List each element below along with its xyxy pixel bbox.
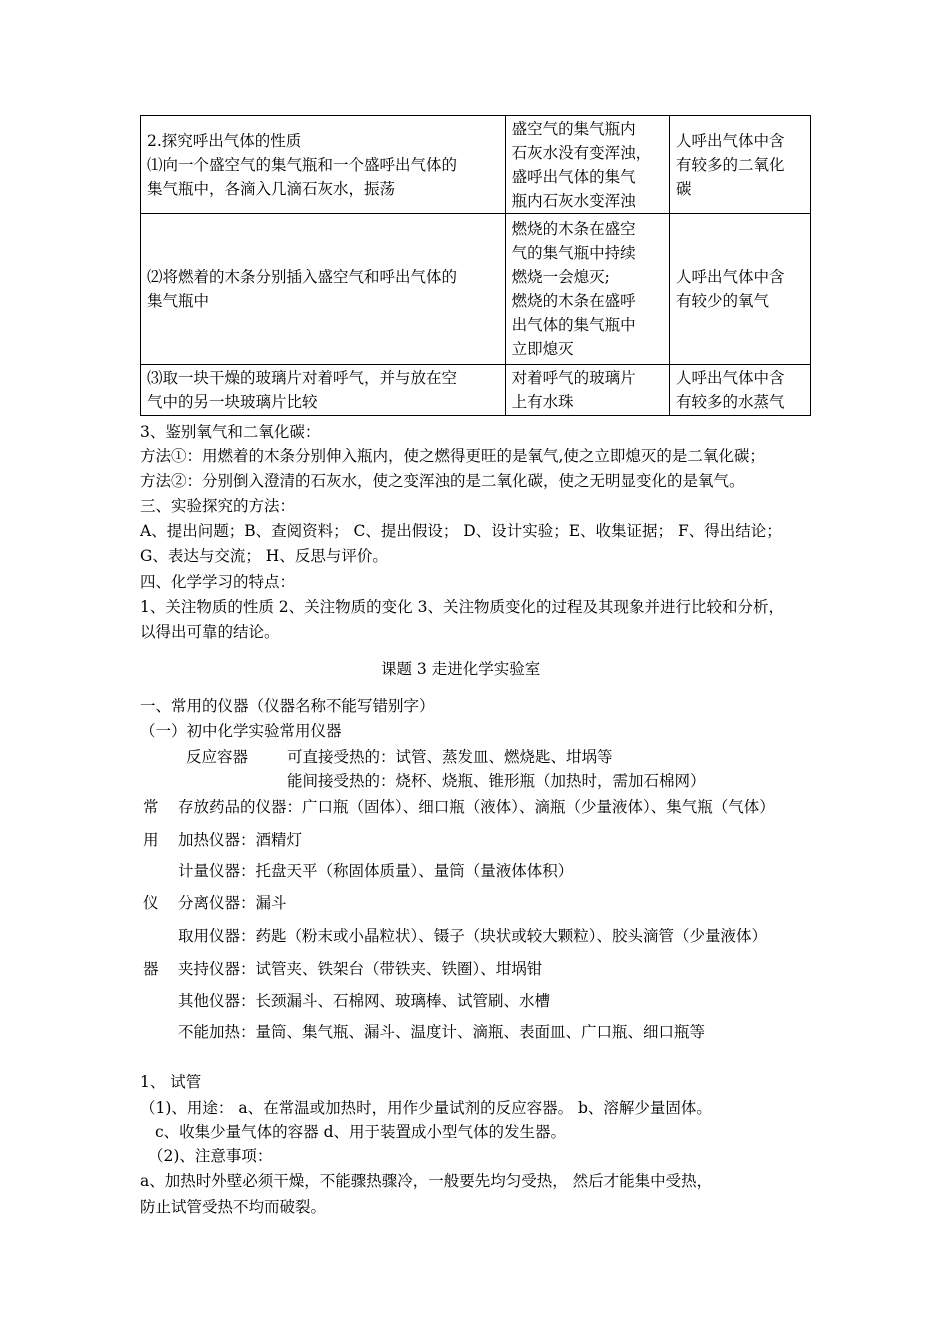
- cell-line: 有较多的水蒸气: [675, 393, 785, 411]
- cell-line: 有较多的二氧化: [675, 155, 785, 174]
- cell-line: 气的集气瓶中持续: [511, 244, 636, 262]
- paragraph-line: （1)、用途： a、在常温或加热时，用作少量试剂的反应容器。 b、溶解少量固体。: [140, 1099, 712, 1117]
- cell-line: ⑶取一块干燥的玻璃片对着呼气，并与放在空: [147, 369, 458, 387]
- cell-line: 盛空气的集气瓶内: [511, 119, 636, 138]
- cell-line: 燃烧的木条在盛空: [511, 220, 636, 238]
- lesson-title: 课题 3 走进化学实验室: [381, 660, 541, 678]
- cell-line: 碳: [675, 179, 692, 198]
- section-heading: 一、常用的仪器（仪器名称不能写错别字）: [140, 697, 435, 715]
- cell-line: 瓶内石灰水变浑浊: [511, 191, 636, 210]
- section-heading: 1、 试管: [140, 1073, 202, 1091]
- cell-line: 燃烧的木条在盛呼: [511, 292, 636, 310]
- paragraph-line: 不能加热：量筒、集气瓶、漏斗、温度计、滴瓶、表面皿、广口瓶、细口瓶等: [178, 1023, 706, 1041]
- paragraph-line: 其他仪器：长颈漏斗、石棉网、玻璃棒、试管刷、水槽: [178, 992, 551, 1010]
- table-cell-procedure: [141, 214, 506, 365]
- cell-line: 对着呼气的玻璃片: [511, 369, 636, 387]
- cell-line: 出气体的集气瓶中: [511, 316, 636, 334]
- table-row: [141, 116, 811, 214]
- table-cell-conclusion: [669, 116, 810, 214]
- table-cell-phenomenon: [505, 365, 669, 416]
- cell-line: 2.探究呼出气体的性质: [147, 131, 302, 150]
- subsection-heading: （一）初中化学实验常用仪器: [140, 722, 342, 740]
- paragraph-line: 分离仪器：漏斗: [178, 894, 287, 912]
- cell-line: ⑵将燃着的木条分别插入盛空气和呼出气体的: [147, 268, 458, 286]
- paragraph-line: 防止试管受热不均而破裂。: [140, 1198, 327, 1216]
- experiment-table: [140, 115, 811, 416]
- paragraph-line: 夹持仪器：试管夹、铁架台（带铁夹、铁圈）、坩埚钳: [178, 960, 543, 978]
- paragraph-line: 能间接受热的：烧杯、烧瓶、锥形瓶（加热时，需加石棉网）: [287, 772, 706, 790]
- section-heading: 3、鉴别氧气和二氧化碳：: [140, 423, 321, 441]
- section-heading: （2)、注意事项：: [148, 1147, 273, 1165]
- paragraph-line: G、表达与交流； H、反思与评价。: [140, 547, 388, 565]
- side-label-char: 用: [143, 831, 159, 849]
- cell-line: 上有水珠: [511, 393, 574, 411]
- cell-line: 燃烧一会熄灭;: [511, 268, 610, 286]
- cell-line: 气中的另一块玻璃片比较: [147, 393, 318, 411]
- side-label-char: 仪: [143, 894, 159, 912]
- paragraph-line: 1、关注物质的性质 2、关注物质的变化 3、关注物质变化的过程及其现象并进行比较和分析，: [140, 598, 784, 616]
- side-label-char: 器: [143, 960, 159, 978]
- cell-line: 石灰水没有变浑浊，: [511, 143, 652, 162]
- paragraph-line: A、提出问题；B、查阅资料； C、提出假设； D、设计实验；E、收集证据； F、得出结论；: [140, 522, 782, 540]
- reaction-vessel-label: 反应容器: [186, 748, 249, 766]
- table-cell-procedure: [141, 365, 506, 416]
- cell-line: 立即熄灭: [511, 340, 574, 358]
- paragraph-line: 可直接受热的：试管、蒸发皿、燃烧匙、坩埚等: [287, 748, 613, 766]
- table-cell-phenomenon: [505, 214, 669, 365]
- paragraph-line: 方法②：分别倒入澄清的石灰水，使之变浑浊的是二氧化碳，使之无明显变化的是氧气。: [140, 472, 745, 490]
- paragraph-line: 存放药品的仪器：广口瓶（固体）、细口瓶（液体）、滴瓶（少量液体）、集气瓶（气体）: [178, 798, 775, 816]
- table-cell-conclusion: [669, 214, 810, 365]
- cell-line: ⑴向一个盛空气的集气瓶和一个盛呼出气体的: [147, 155, 458, 174]
- section-heading: 四、化学学习的特点：: [140, 573, 296, 591]
- paragraph-line: 加热仪器：酒精灯: [178, 831, 303, 849]
- section-heading: 三、实验探究的方法：: [140, 497, 296, 515]
- table-cell-procedure: [141, 116, 506, 214]
- paragraph-line: 以得出可靠的结论。: [140, 623, 280, 641]
- cell-line: 人呼出气体中含: [675, 131, 785, 150]
- table-row: [141, 365, 811, 416]
- cell-line: 盛呼出气体的集气: [511, 167, 636, 186]
- table-cell-conclusion: [669, 365, 810, 416]
- cell-line: 人呼出气体中含: [675, 369, 785, 387]
- table-row: [141, 214, 811, 365]
- cell-line: 人呼出气体中含: [675, 268, 785, 286]
- paragraph-line: 计量仪器：托盘天平（称固体质量）、量筒（量液体体积）: [178, 862, 574, 880]
- cell-line: 集气瓶中，各滴入几滴石灰水，振荡: [147, 179, 396, 198]
- paragraph-line: c、收集少量气体的容器 d、用于装置成小型气体的发生器。: [155, 1123, 567, 1141]
- paragraph-line: a、加热时外壁必须干燥，不能骤热骤冷，一般要先均匀受热， 然后才能集中受热，: [140, 1172, 713, 1190]
- table-cell-phenomenon: [505, 116, 669, 214]
- cell-line: 集气瓶中: [147, 292, 210, 310]
- paragraph-line: 取用仪器：药匙（粉末或小晶粒状）、镊子（块状或较大颗粒）、胶头滴管（少量液体）: [178, 927, 768, 945]
- side-label-char: 常: [143, 798, 159, 816]
- paragraph-line: 方法①：用燃着的木条分别伸入瓶内，使之燃得更旺的是氧气,使之立即熄灭的是二氧化碳；: [140, 447, 765, 465]
- cell-line: 有较少的氧气: [675, 292, 769, 310]
